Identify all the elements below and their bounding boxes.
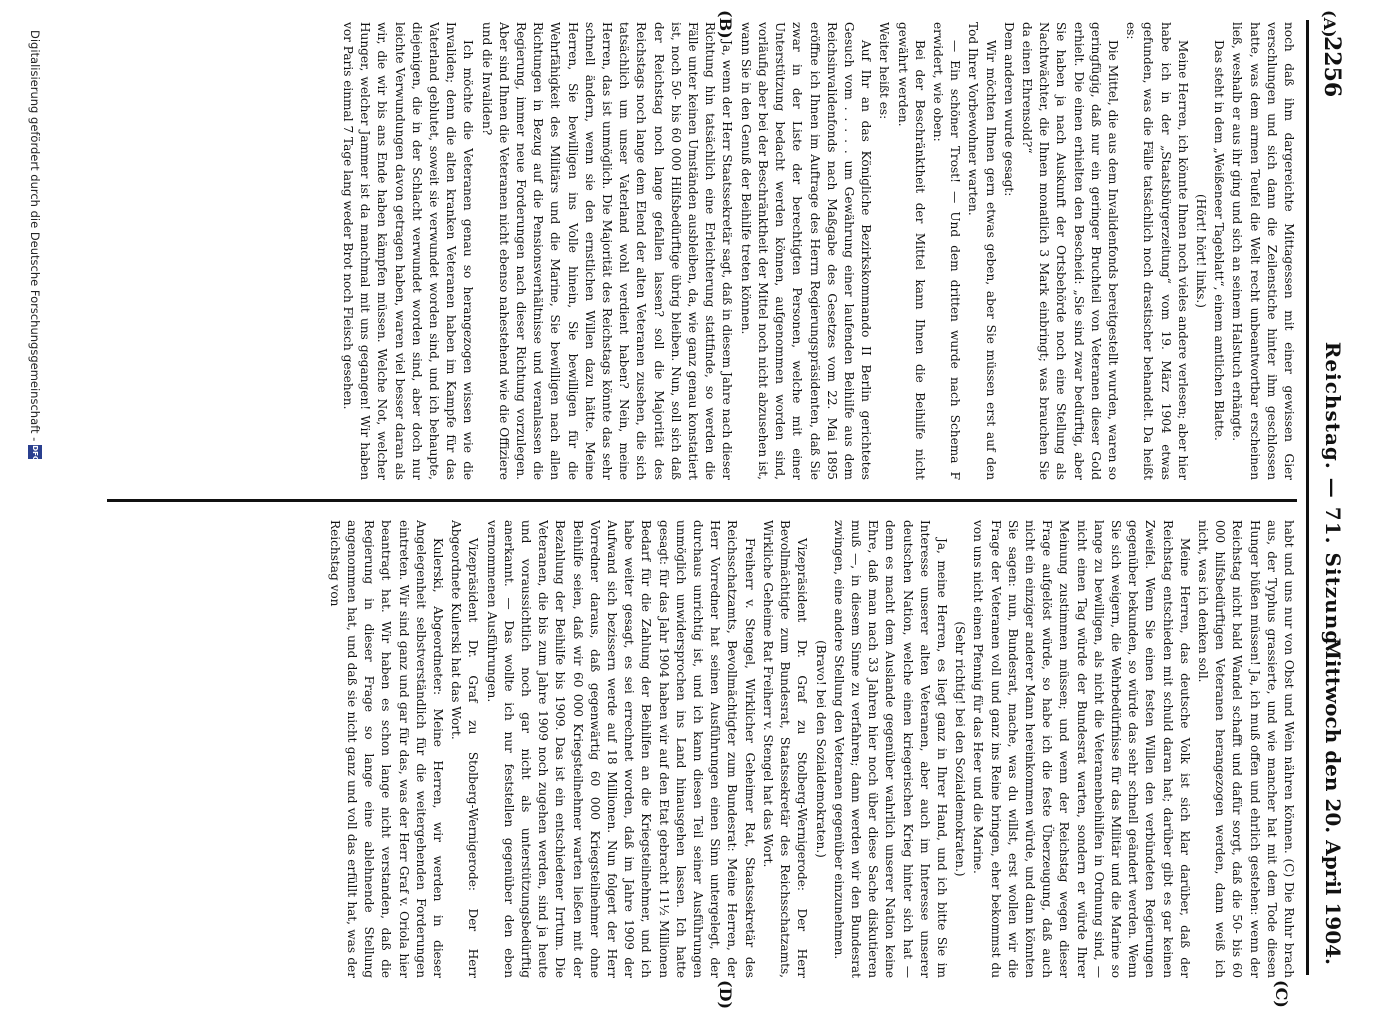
- interjection: (Hört! hört! links.): [1193, 194, 1208, 308]
- left-column: [107, 22, 1297, 480]
- digitization-note: Digitalisierung gefördert durch die Deutsche Forschungsgemeinschaft -: [28, 30, 42, 442]
- page-number: 2256: [1319, 36, 1345, 98]
- paragraph: noch daß ihm dargereichte Mittagessen mit einer gewissen Gier verschlungen und sich dann die Zeilenstiche hinter ihm geschlossen hatte, was dem armen Teufel die Welt recht unbeantwortbar erscheinen ließ, weshalb er aus ihr ging und sich an seinem Halstuch erhängte.: [1230, 22, 1296, 480]
- margin-marker-d: (D): [716, 980, 735, 1009]
- column-divider: [107, 499, 1297, 502]
- speaker-paragraph: Kulerski, Abgeordneter: Meine Herren, wir werden in dieser Angelegenheit selbstverständlich für die weitergehenden Forderungen eintreten. Wir sind ganz und gar für das, was der Herr Graf v. Oriola hier beantragt hat. Wir haben es schon lange nicht verstanden, daß die Regierung in dieser Frage so lange eine ablehnende Stellung angenommen hat, und daß sie nicht ganz und voll das erfüllt hat, was der Reichstag von: [327, 520, 446, 978]
- speaker-paragraph: Vizepräsident Dr. Graf zu Stolberg-Wernigerode: Der Herr Bevollmächtigte zum Bundesrat, Staatssekretär des Reichsschatzamts, Wirkliche Geheime Rat Freiherr v. Stengel hat das Wort.: [760, 520, 810, 978]
- margin-marker-b: (B): [716, 10, 735, 39]
- session-date: Mittwoch den 20. April 1904.: [1321, 637, 1345, 965]
- dfg-logo-icon: DFG: [28, 445, 42, 459]
- paragraph: Meine Herren, das deutsche Volk ist sich klar darüber, daß der Reichstag entschieden mit schuld daran hat; darüber gibt es gar keinen Zweifel. Wenn Sie einen festen Willen den verbündeten Regierungen gegenüber bekunden, so würde das sehr schnell geändert werden. Wenn Sie sich weigern, die Wehrbedürfnisse für das Militär und die Marine so lange zu bewilligen, als nicht die Veteranenbeihilfen in Ordnung sind, — nicht einen Tag würde der Bundesrat warten, sondern er würde Ihrer Meinung zustimmen müssen; und wenn der Reichstag wegen dieser Frage aufgelöst würde, so habe ich die feste Überzeugung, daß auch nicht ein einziger anderer Mann hereinkommen würde, und dann könnten Sie sagen: nun, Bundesrat, mache, was du willst, erst wollen wir die Frage der Veteranen voll und ganz ins Reine bringen, eher bekommst du von uns nicht einen Pfennig für das Heer und die Marine.: [971, 520, 1192, 978]
- paragraph: Ich möchte die Veteranen genau so herangezogen wissen wie die Invaliden; denn die alten kranken Veteranen haben im Kampfe für das Vaterland geblutet, soweit sie verwundet worden sind, und ich behaupte, diejenigen, die in der Schlacht verwundet worden sind, aber doch nur leichte Verwundungen davon getragen haben, waren viel besser daran als wir, die wir bis ans Ende haben kämpfen müssen. Welche Not, welcher Hunger, welcher Jammer ist da manchmal mit uns gegangen! Wir haben vor Paris einmal 7 Tage lang weder Brot noch Fleisch gesehen.: [341, 22, 476, 480]
- quotation: Die Mittel, die aus dem Invalidenfonds bereitgestellt wurden, waren so geringfügig, daß nur ein geringer Bruchteil von Veteranen dieser Gold erhielt. Die einen erhielten den Bescheid: „Sie sind zwar bedürftig, aber Sie haben ja nach Auskunft der Ortsbehörde noch eine Stellung als Nachtwächter, die Ihnen monatlich 3 Mark einbringt; was brauchen Sie da einen Ehrensold?“: [1019, 22, 1120, 480]
- session-title: Reichstag. — 71. Sitzung.: [1321, 341, 1345, 654]
- quotation: Auf Ihr an das Königliche Bezirkskommando II Berlin gerichtetes Gesuch vom . . . . . um Gewährung einer laufenden Beihilfe aus dem Reichsinvalidenfonds nach Maßgabe des Gesetzes vom 22. Mai 1895 eröffne ich Ihnen im Auftrage des Herrn Regierungspräsidenten, daß Sie zwar in der Liste der berechtigten Personen, welche mit einer Unterstützung bedacht werden können, aufgenommen worden sind, vorläufig aber bei der Beschränktheit der Mittel noch nicht abzusehen ist, wann Sie in den Genuß der Beihilfe treten können.: [738, 22, 874, 480]
- speaker-paragraph: Vizepräsident Dr. Graf zu Stolberg-Wernigerode: Der Herr Abgeordnete Kulerski hat das Wort.: [449, 520, 481, 978]
- page-header: [1306, 20, 1355, 975]
- speaker-paragraph: Freiherr v. Stengel, Wirklicher Geheimer Rat, Staatssekretär des Reichsschatzamts, Bevollmächtigter zum Bundesrat: Meine Herren, der Herr Vorredner hat seinen Ausführungen einen Sinn untergelegt, der durchaus unrichtig ist, und ich kann diesen Teil seiner Ausführungen unmöglich unwidersprochen ins Land hinausgehen lassen. Ich hatte gesagt: für das Jahr 1904 haben wir auf den Etat gebracht 11½ Millionen Bedarf für die Zahlung der Beihilfen an die Kriegsteilnehmer, und ich habe weiter gesagt, es sei errechnet worden, daß im Jahre 1909 der Aufwand sich bezissern werde auf 18 Millionen. Nun folgert der Herr Vorredner daraus, daß gegenwärtig 60 000 Kriegsteilnehmer ohne Beihilfe seien, daß wir 60 000 Kriegsteilnehmer warten ließen mit der Bezahlung der Beihilfe bis 1909. Das ist ein entschiedener Irrtum. Die Veteranen, die bis zum Jahre 1909 noch zugehen werden, sind ja heute und voraussichtlich noch gar nicht als unterstützungsbedürftig anerkannt. — Das wollte ich nur feststellen gegenüber den eben vernommenen Ausführungen.: [484, 520, 757, 978]
- paragraph: Ja, meine Herren, es liegt ganz in Ihrer Hand, und ich bitte Sie im Interesse unserer alten Veteranen, aber auch im Interesse unserer deutschen Nation, welche einen kriegerischen Krieg hinter sich hat — denn es macht dem Auslande gegenüber wahrlich unserer Nation keine Ehre, daß man nach 33 Jahren hier noch über diese Sache diskutieren muß —, in diesem Sinne zu verfahren; dann werden wir den Bundesrat zwingen, eine andere Stellung den Veteranen gegenüber einzunehmen.: [831, 520, 949, 978]
- paragraph: Ja, wenn der Herr Staatssekretär sagt, daß in diesem Jahre nach dieser Richtung hin tatsächlich eine Erleichterung stattfinde, so werden die Fälle unter keinen Umständen ausbleiben, da, wie ganz genau konstatiert ist, noch 50- bis 60 000 Hilfsbedürftige übrig bleiben. Nun, soll sich daß der Reichstag noch lange gefallen lassen? soll die Majorität des Reichstags noch lange dem Elend der alten Veteranen zusehen, die sich tatsächlich um unser Vaterland wohl verdient haben? Nein, meine Herren, das ist unmöglich. Die Majorität des Reichstags könnte das sehr schnell ändern, wenn sie den ernstlichen Willen dazu hätte. Meine Herren, Sie bewilligen ins Volle hinein, Sie bewilligen für die Wehrfähigkeit des Militärs und die Marine, Sie bewilligen nach allen Richtungen in Bezug auf die Pensionsverhältnisse und veranlassen die Regierung, immer neue Forderungen nach dieser Richtung vorzulegen. Aber sind Ihnen die Veteranen nicht ebenso nahestehend wie die Offiziere und die Invaliden?: [479, 22, 735, 480]
- margin-marker-a: (A): [1320, 10, 1339, 38]
- paragraph: Meine Herren, ich könnte Ihnen noch vieles andere verlesen; aber hier habe ich in der „Staatsbürgerzeitung“ vom 19. März 1904 etwas gefunden, was die Fälle tatsächlich noch drastischer behandelt. Da heißt es:: [1124, 22, 1190, 480]
- interjection: (Sehr richtig! bei den Sozialdemokraten.): [953, 621, 968, 877]
- paragraph: — Ein schöner Trost! — Und dem dritten wurde nach Schema F erwidert, wie oben:: [930, 22, 963, 480]
- right-column: [107, 520, 1297, 978]
- quotation: Wir möchten Ihnen gern etwas geben, aber Sie müssen erst auf den Tod Ihrer Vorbewohner warten.: [966, 22, 998, 480]
- paragraph: habt und uns nur von Obst und Wein nähren können. (C) Die Ruhr brach aus, der Typhus grassierte, und wie mancher hat mit dem Tode diesen Hunger büßen müssen! Ja, ich muß offen und ehrlich gestehen: wenn der Reichstag nicht bald Wandel schafft und dafür sorgt, daß die 50- bis 60 000 hilfsbedürftigen Veteranen herangezogen werden, dann weiß ich nicht, was ich denken soll.: [1195, 520, 1296, 978]
- paragraph: Weiter heißt es:: [877, 22, 892, 120]
- margin-marker-c: (C): [1272, 980, 1291, 1008]
- digitization-stamp: [27, 30, 43, 990]
- quotation: Bei der Beschränktheit der Mittel kann Ihnen die Beihilfe nicht gewährt werden.: [895, 22, 927, 480]
- interjection: (Bravo! bei den Sozialdemokraten.): [813, 640, 828, 858]
- paragraph: Das steht in dem „Weißeneer Tageblatt“, einem amtlichen Blatte.: [1212, 40, 1227, 441]
- paragraph: Dem anderen wurde gesagt:: [1001, 22, 1016, 197]
